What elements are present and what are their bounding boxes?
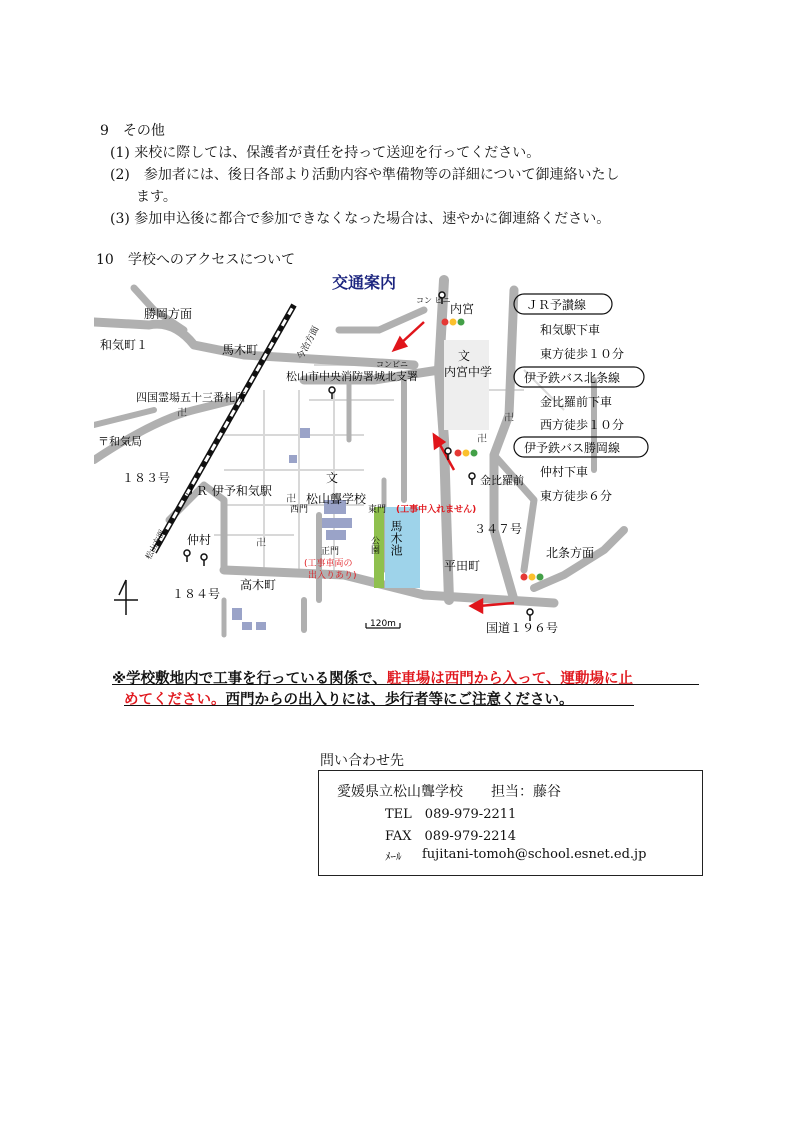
label-uchimiya: 内宮 <box>450 302 475 316</box>
label-jr-wake: ＪＲ 伊予和気駅 <box>184 484 272 498</box>
svg-text:卍: 卍 <box>177 408 187 419</box>
label-park: 公園 <box>369 536 379 554</box>
item-3: (3) 参加申込後に都合で参加できなくなった場合は、速やかに御連絡ください。 <box>110 211 611 227</box>
notice-underline-2 <box>124 705 634 706</box>
label-r347: ３４７号 <box>474 522 523 536</box>
label-konpira: 金比羅前 <box>480 474 524 487</box>
route-katsuoka-stop: 仲村下車 <box>540 465 589 479</box>
svg-text:卍: 卍 <box>504 413 514 424</box>
label-imaji: 今治方面 <box>295 324 322 362</box>
notice-underline-1 <box>112 684 699 685</box>
label-takagi: 高木町 <box>240 578 277 592</box>
label-r183: １８３号 <box>122 471 171 485</box>
label-east-gate: 東門 <box>368 505 387 515</box>
label-east-gate-note: (工事中入れません) <box>396 505 477 515</box>
route-jr-label: ＪＲ予讃線 <box>526 298 587 312</box>
label-main-gate-note2: 出入りあり) <box>308 571 357 581</box>
item-2: (2) 参加者には、後日各部より活動内容や準備物等の詳細について御連絡いたし <box>110 167 620 183</box>
label-fire: 松山市中央消防署城北支署 <box>286 370 418 383</box>
route-jr-stop: 和気駅下車 <box>540 323 601 337</box>
route-jr-walk: 東方徒歩１０分 <box>540 347 625 361</box>
contact-mail-label: ﾒｰﾙ <box>385 850 402 863</box>
label-wakimachi: 和気町１ <box>100 338 149 352</box>
label-school-mark: 文 <box>326 471 339 485</box>
svg-text:卍: 卍 <box>256 538 266 549</box>
label-school: 松山聾学校 <box>306 492 367 506</box>
north-arrow-icon <box>114 580 138 615</box>
route-hojo-walk: 西方徒歩１０分 <box>540 418 625 432</box>
route-katsuoka-walk: 東方徒歩６分 <box>540 489 613 503</box>
label-main-gate: 正門 <box>321 547 340 557</box>
label-wake-post: 〒和気局 <box>98 435 142 448</box>
label-pond: 馬木池 <box>389 520 403 556</box>
notice-part-4: 西門からの出入りには、歩行者等にご注意ください。 <box>225 692 574 708</box>
label-hirata: 平田町 <box>444 559 481 573</box>
label-katsuoka: 勝岡方面 <box>144 307 193 321</box>
label-jhs-mark: 文 <box>458 349 471 363</box>
label-main-gate-note1: (工事車両の <box>304 559 353 569</box>
item-2-cont: ます。 <box>136 189 177 205</box>
label-shikoku: 四国霊場五十三番札所 <box>136 391 246 404</box>
access-map <box>94 270 714 644</box>
svg-text:卍: 卍 <box>286 494 296 505</box>
notice-part-1: ※学校敷地内で工事を行っている関係で、 <box>112 671 387 687</box>
svg-text:卍: 卍 <box>477 434 487 445</box>
notice-part-3: めてください。 <box>124 692 226 708</box>
label-hojo: 北条方面 <box>546 546 595 560</box>
contact-mail[interactable]: fujitani-tomoh@school.esnet.ed.jp <box>422 847 647 862</box>
section-9-heading: 9 その他 <box>100 123 165 139</box>
route-hojo-label: 伊予鉄バス北条線 <box>524 371 621 385</box>
notice-part-2: 駐車場は西門から入って、運動場に止 <box>386 671 634 687</box>
label-konbini1: コン ビニ <box>416 296 451 305</box>
contact-box <box>318 770 703 876</box>
section-10-heading: 10 学校へのアクセスについて <box>96 252 296 268</box>
item-1: (1) 来校に際しては、保護者が責任を持って送迎を行ってください。 <box>110 145 541 161</box>
label-scale: 120m <box>370 619 396 629</box>
label-konbini2: コンビニ <box>376 360 408 369</box>
contact-fax: FAX 089-979-2214 <box>385 829 517 844</box>
contact-tel: TEL 089-979-2211 <box>385 807 517 822</box>
route-katsuoka-label: 伊予鉄バス勝岡線 <box>524 441 621 455</box>
map-title: 交通案内 <box>332 273 397 292</box>
label-uchimiya-jhs: 内宮中学 <box>444 365 493 379</box>
label-r184: １８４号 <box>172 587 221 601</box>
label-umakimachi: 馬木町 <box>222 343 259 357</box>
label-west-gate: 西門 <box>290 505 309 515</box>
label-nakamura: 仲村 <box>187 533 212 547</box>
contact-heading: 問い合わせ先 <box>320 753 404 769</box>
label-matsuyama-road: 松山方面 <box>143 528 167 561</box>
contact-school: 愛媛県立松山聾学校 担当：藤谷 <box>337 784 561 800</box>
label-r196: 国道１９６号 <box>486 621 559 635</box>
route-hojo-stop: 金比羅前下車 <box>540 395 613 409</box>
